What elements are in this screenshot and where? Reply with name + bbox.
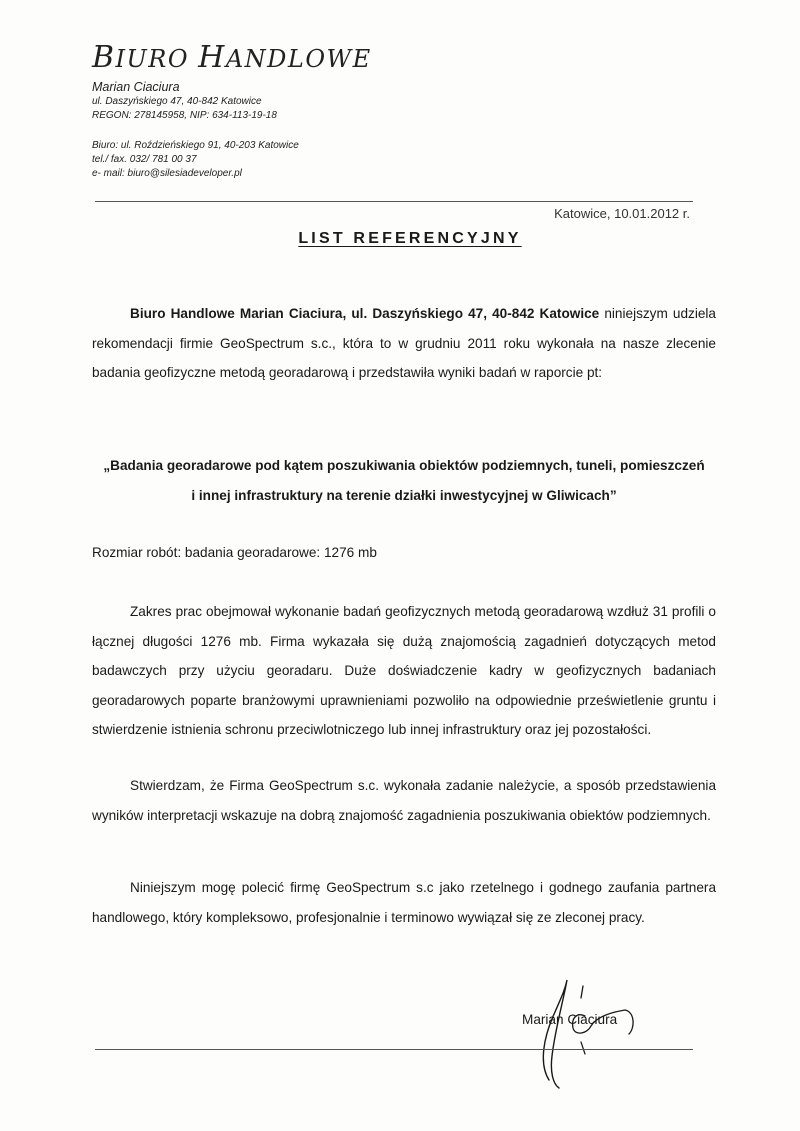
letterhead-email: e- mail: biuro@silesiadeveloper.pl	[92, 168, 242, 179]
signature-divider	[95, 1049, 693, 1050]
signer-name: Marian Ciaciura	[522, 1012, 618, 1027]
letterhead-title	[92, 40, 372, 75]
paragraph-statement: Stwierdzam, że Firma GeoSpectrum s.c. wykonała zadanie należycie, a sposób przedstawienia wyników interpretacji wskazuje na dobrą znajomość zagadnienia poszukiwania obiektów podziemnych.	[92, 778, 716, 823]
letterhead-office-address: Biuro: ul. Roździeńskiego 91, 40-203 Katowice	[92, 140, 299, 151]
company-name-bold: Biuro Handlowe Marian Ciaciura, ul. Daszyńskiego 47, 40-842 Katowice	[130, 306, 600, 321]
title-initial-b: B	[92, 40, 116, 75]
report-title-quote	[92, 451, 716, 510]
paragraph-intro-rest: niniejszym udziela rekomendacji firmie GeoSpectrum s.c., która to w grudniu 2011 roku wykonała na nasze zlecenie badania geofizyczne metodą georadarową i przedstawiła wyniki badań w raporcie pt:	[92, 306, 716, 380]
title-part-iuro: IURO	[115, 45, 199, 73]
paragraph-intro	[92, 299, 716, 388]
letterhead-address: ul. Daszyńskiego 47, 40-842 Katowice	[92, 96, 262, 107]
letterhead-regon-nip: REGON: 278145958, NIP: 634-113-19-18	[92, 110, 277, 121]
paragraph-scope: Zakres prac obejmował wykonanie badań geofizycznych metodą georadarową wzdłuż 31 profili o łącznej długości 1276 mb. Firma wykazała się dużą znajomością zagadnień dotyczących metod badawczych przy użyciu georadaru. Duże doświadczenie kadry w geofizycznych badaniach georadarowych poparte branżowymi uprawnieniami pozwoliło na odpowiednie prześwietlenie gruntu i stwierdzenie istnienia schronu przeciwlotniczego lub innej infrastruktury oraz jej pozostałości.	[92, 604, 716, 737]
work-size-line: Rozmiar robót: badania georadarowe: 1276 mb	[92, 545, 377, 560]
report-title-line-2: i innej infrastruktury na terenie działki inwestycyjnej w Gliwicach”	[191, 487, 617, 503]
letter-date: Katowice, 10.01.2012 r.	[554, 206, 690, 221]
handwritten-signature	[525, 968, 655, 1098]
letter-heading: LIST REFERENCYJNY	[298, 230, 522, 247]
title-initial-h: H	[198, 40, 226, 75]
paragraph-recommendation: Niniejszym mogę polecić firmę GeoSpectrum s.c jako rzetelnego i godnego zaufania partnera handlowego, który kompleksowo, profesjonalnie i terminowo wywiązał się ze zleconej pracy.	[92, 880, 716, 925]
letterhead-phone: tel./ fax. 032/ 781 00 37	[92, 154, 197, 165]
letterhead-owner-name: Marian Ciaciura	[92, 80, 180, 94]
title-part-andlowe: ANDLOWE	[225, 45, 372, 73]
header-divider	[95, 201, 693, 202]
report-title-line-1: „Badania georadarowe pod kątem poszukiwania obiektów podziemnych, tuneli, pomieszczeń	[103, 458, 705, 473]
